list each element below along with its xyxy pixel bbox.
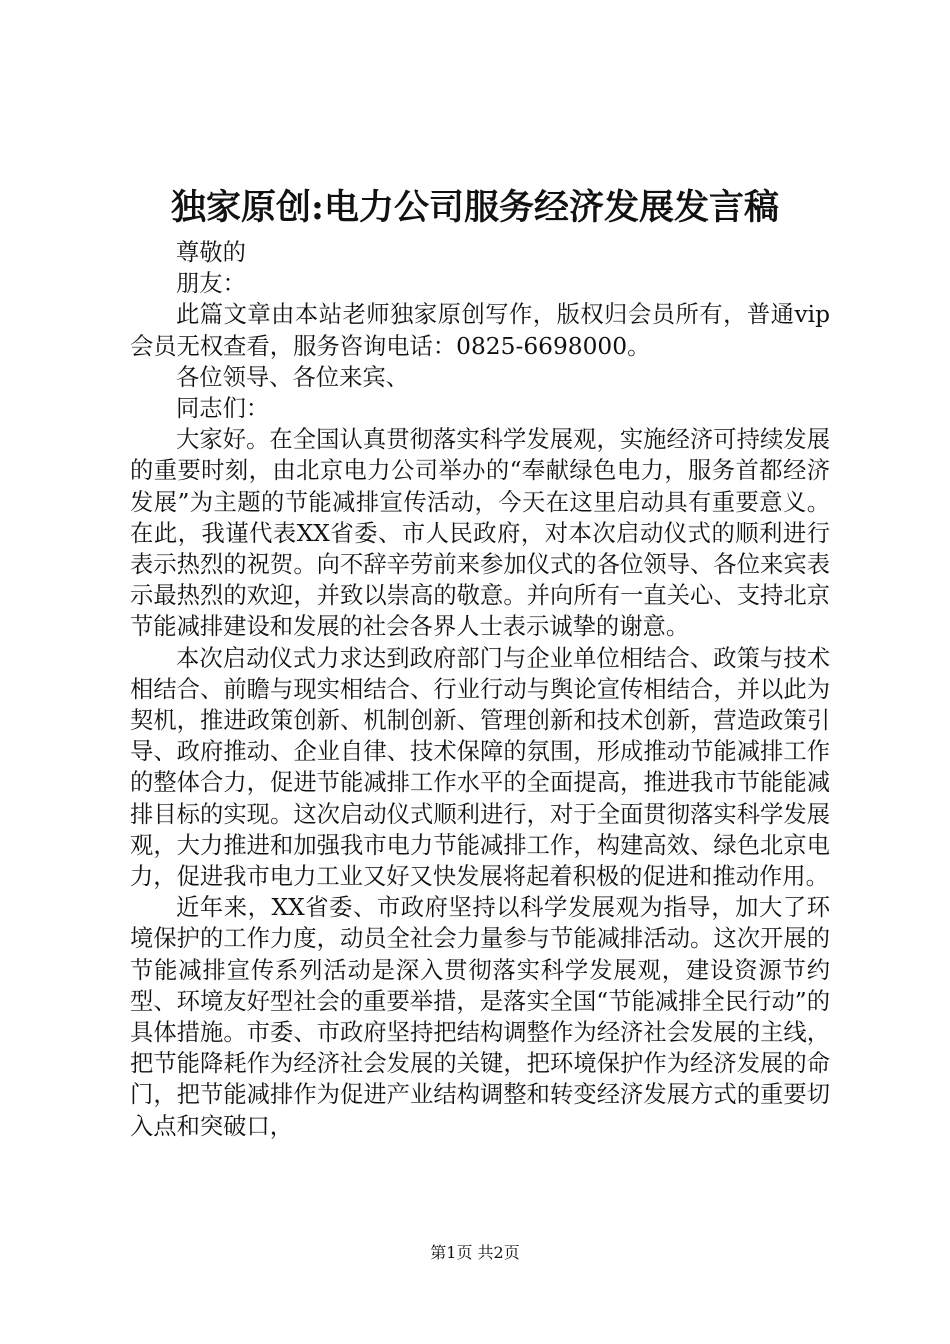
document-title: 独家原创:电力公司服务经济发展发言稿 (171, 187, 779, 228)
body-paragraph: 本次启动仪式力求达到政府部门与企业单位相结合、政策与技术相结合、前瞻与现实相结合、行业行动与舆论宣传相结合，并以此为契机，推进政策创新、机制创新、管理创新和技术创新，营造政策引导、政府推动、企业自律、技术保障的氛围，形成推动节能减排工作的整体合力，促进节能减排工作水平的全面提高，推进我市节能能减排目标的实现。这次启动仪式顺利进行，对于全面贯彻落实科学发展观，大力推进和加强我市电力节能减排工作，构建高效、绿色北京电力，促进我市电力工业又好又快发展将起着积极的促进和推动作用。 (130, 644, 830, 891)
salutation-line: 各位领导、各位来宾、 (176, 363, 409, 391)
body-paragraph: 大家好。在全国认真贯彻落实科学发展观，实施经济可持续发展的重要时刻，由北京电力公司举办的“奉献绿色电力，服务首都经济发展”为主题的节能减排宣传活动，今天在这里启动具有重要意义。在此，我谨代表XX省委、市人民政府，对本次启动仪式的顺利进行表示热烈的祝贺。向不辞辛劳前来参加仪式的各位领导、各位来宾表示最热烈的欢迎，并致以崇高的敬意。并向所有一直关心、支持北京节能减排建设和发展的社会各界人士表示诚挚的谢意。 (130, 426, 830, 641)
page-number-footer: 第1页 共2页 (430, 1243, 520, 1262)
greeting-line: 尊敬的 (176, 239, 246, 266)
greeting-line: 朋友： (176, 270, 246, 298)
document-body (130, 237, 830, 1142)
salutation-line: 同志们： (176, 395, 270, 423)
body-paragraph: 近年来，XX省委、市政府坚持以科学发展观为指导，加大了环境保护的工作力度，动员全社会力量参与节能减排活动。这次开展的节能减排宣传系列活动是深入贯彻落实科学发展观，建设资源节约型、环境友好型社会的重要举措，是落实全国“节能减排全民行动”的具体措施。市委、市政府坚持把结构调整作为经济社会发展的主线，把节能降耗作为经济社会发展的关键，把环境保护作为经济发展的命门，把节能减排作为促进产业结构调整和转变经济发展方式的重要切入点和突破口， (130, 894, 830, 1140)
copyright-notice: 此篇文章由本站老师独家原创写作，版权归会员所有，普通vip会员无权查看，服务咨询电话：0825-6698000。 (130, 301, 830, 360)
